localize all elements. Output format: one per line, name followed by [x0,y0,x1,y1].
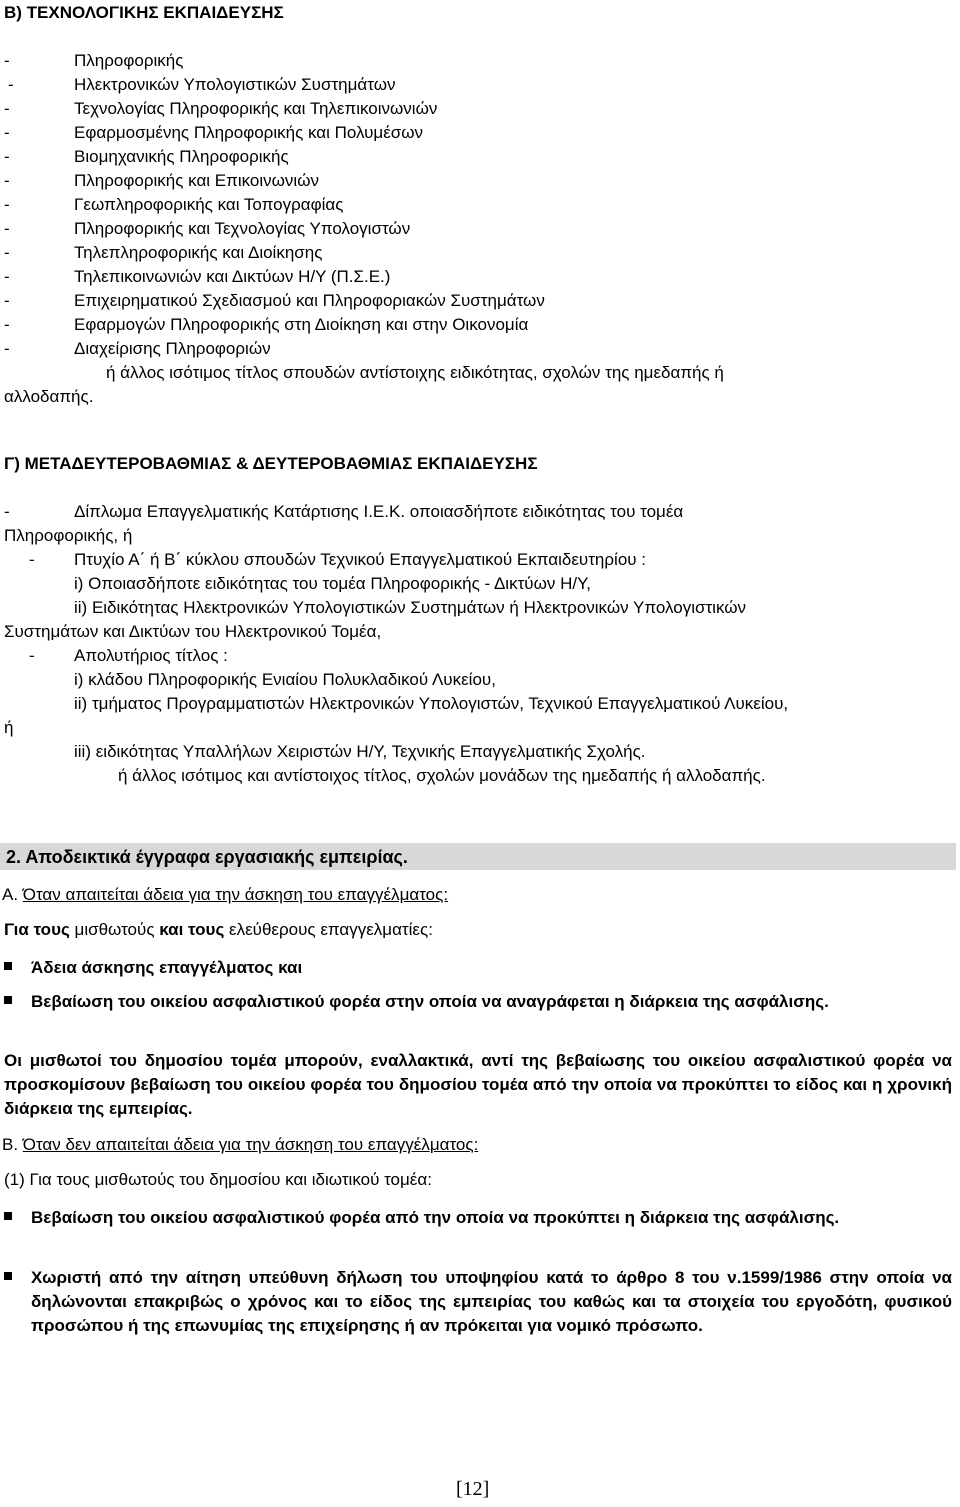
list-item: - [4,195,10,214]
list-item-text: Τηλεπληροφορικής και Διοίκησης [74,243,323,262]
bullet-text: Χωριστή από την αίτηση υπεύθυνη δήλωση του υποψηφίου κατά το άρθρο 8 του ν.1599/1986 στην οποία να δηλώνονται επακριβώς ο χρόνος και το είδος της εμπειρίας του καθώς και τα στοιχεία του εργοδότη, φυσικού προσώπου ή της επωνυμίας της επιχείρησης ή αν πρόκειται για νομικό πρόσωπο. [31,1268,952,1335]
for-part: ελεύθερους επαγγελματίες: [224,920,433,939]
square-bullet-icon [4,996,12,1004]
sub-b-1-line: (1) Για τους μισθωτούς του δημοσίου και ιδιωτικού τομέα: [4,1170,432,1189]
sub-b-prefix: Β. [2,1135,19,1154]
list-item: - [4,99,10,118]
bullet-text: Βεβαίωση του οικείου ασφαλιστικού φορέα από την οποία να προκύπτει η διάρκεια της ασφάλισης. [31,1208,840,1227]
square-bullet-icon [4,1272,12,1280]
list-item-text: Εφαρμοσμένης Πληροφορικής και Πολυμέσων [74,123,424,142]
list-item: - [29,550,35,569]
list-item-text: Γεωπληροφορικής και Τοπογραφίας [74,195,344,214]
list-item: - [4,243,10,262]
list-item-text: Πληροφορικής [74,51,184,70]
list-item: - [4,171,10,190]
list-item: - [4,502,10,521]
section-2-title: 2. Αποδεικτικά έγγραφα εργασιακής εμπειρίας. [6,847,408,867]
square-bullet-icon [4,962,12,970]
list-item: - [4,147,10,166]
sub-b-heading [2,1134,478,1156]
list-item-text: Εφαρμογών Πληροφορικής στη Διοίκηση και στην Οικονομία [74,315,529,334]
section-c-title: Γ) ΜΕΤΑΔΕΥΤΕΡΟΒΑΘΜΙΑΣ & ΔΕΥΤΕΡΟΒΑΘΜΙΑΣ ΕΚΠΑΙΔΕΥΣΗΣ [4,454,538,473]
list-item: - [29,646,35,665]
list-item: - [4,339,10,358]
list-item-text: Πληροφορικής και Επικοινωνιών [74,171,319,190]
list-item-text: Τεχνολογίας Πληροφορικής και Τηλεπικοινωνιών [74,99,438,118]
list-item: - [4,291,10,310]
list-item-text: Πληροφορικής και Τεχνολογίας Υπολογιστών [74,219,411,238]
or-text: ή [4,718,14,737]
list-item: - [4,267,10,286]
apolyt-line: Απολυτήριος τίτλος : [74,646,228,665]
ptyxio-ii: Συστημάτων και Δικτύων του Ηλεκτρονικού Τομέα, [4,622,382,641]
list-item: - [8,75,14,94]
ptyxio-i: i) Οποιασδήποτε ειδικότητας του τομέα Πληροφορικής - Δικτύων Η/Υ, [74,574,591,593]
diploma-line: Δίπλωμα Επαγγελματικής Κατάρτισης Ι.Ε.Κ. οποιασδήποτε ειδικότητας του τομέα [74,502,684,521]
ptyxio-ii: ii) Ειδικότητας Ηλεκτρονικών Υπολογιστικών Συστημάτων ή Ηλεκτρονικών Υπολογιστικών [74,598,747,617]
diploma-line: Πληροφορικής, ή [4,526,133,545]
sub-b-text: Όταν δεν απαιτείται άδεια για την άσκηση του επαγγέλματος: [22,1135,479,1154]
list-item: - [4,51,10,70]
list-item: - [4,315,10,334]
section-b-title: Β) ΤΕΧΝΟΛΟΓΙΚΗΣ ΕΚΠΑΙΔΕΥΣΗΣ [4,3,284,22]
for-part: μισθωτούς [69,920,160,939]
for-part: Για τους [4,920,70,939]
apolyt-iii: iii) ειδικότητας Υπαλλήλων Χειριστών Η/Υ, Τεχνικής Επαγγελματικής Σχολής. [74,742,646,761]
list-item-text: Βιομηχανικής Πληροφορικής [74,147,289,166]
apolyt-i: i) κλάδου Πληροφορικής Ενιαίου Πολυκλαδικού Λυκείου, [74,670,496,689]
sub-a-heading [2,884,448,906]
equivalent-title-line: αλλοδαπής. [4,387,94,406]
list-item-text: Ηλεκτρονικών Υπολογιστικών Συστημάτων [74,75,396,94]
list-item: - [4,219,10,238]
bullet-text: Βεβαίωση του οικείου ασφαλιστικού φορέα στην οποία να αναγράφεται η διάρκεια της ασφάλισης. [31,992,829,1011]
apolyt-ii: ii) τμήματος Προγραμματιστών Ηλεκτρονικών Υπολογιστών, Τεχνικού Επαγγελματικού Λυκείου, [74,694,789,713]
sub-a-prefix: Α. [2,885,19,904]
page-number: [12] [456,1478,490,1500]
square-bullet-icon [4,1212,12,1220]
list-item-text: Τηλεπικοινωνιών και Δικτύων Η/Υ (Π.Σ.Ε.) [74,267,391,286]
public-employees-paragraph: Οι μισθωτοί του δημοσίου τομέα μπορούν, εναλλακτικά, αντί της βεβαίωσης του οικείου ασφαλιστικού φορέα να προσκομίσουν βεβαίωση του οικείου φορέα του δημοσίου τομέα από την οποία να προκύπτει το είδος και η χρονική διάρκεια της εμπειρίας. [4,1051,952,1118]
bullet-text: Άδεια άσκησης επαγγέλματος και [31,958,303,977]
list-item: - [4,123,10,142]
equivalent-title-line: ή άλλος ισότιμος και αντίστοιχος τίτλος, σχολών μονάδων της ημεδαπής ή αλλοδαπής. [118,766,766,785]
sub-a-text: Όταν απαιτείται άδεια για την άσκηση του επαγγέλματος: [22,885,449,904]
for-employees-line [4,919,433,941]
list-item-text: Επιχειρηματικού Σχεδιασμού και Πληροφοριακών Συστημάτων [74,291,545,310]
list-item-text: Διαχείρισης Πληροφοριών [74,339,271,358]
ptyxio-line: Πτυχίο Α΄ ή Β΄ κύκλου σπουδών Τεχνικού Επαγγελματικού Εκπαιδευτηρίου : [74,550,647,569]
equivalent-title-line: ή άλλος ισότιμος τίτλος σπουδών αντίστοιχης ειδικότητας, σχολών της ημεδαπής ή [106,363,724,382]
for-part: και τους [159,920,225,939]
